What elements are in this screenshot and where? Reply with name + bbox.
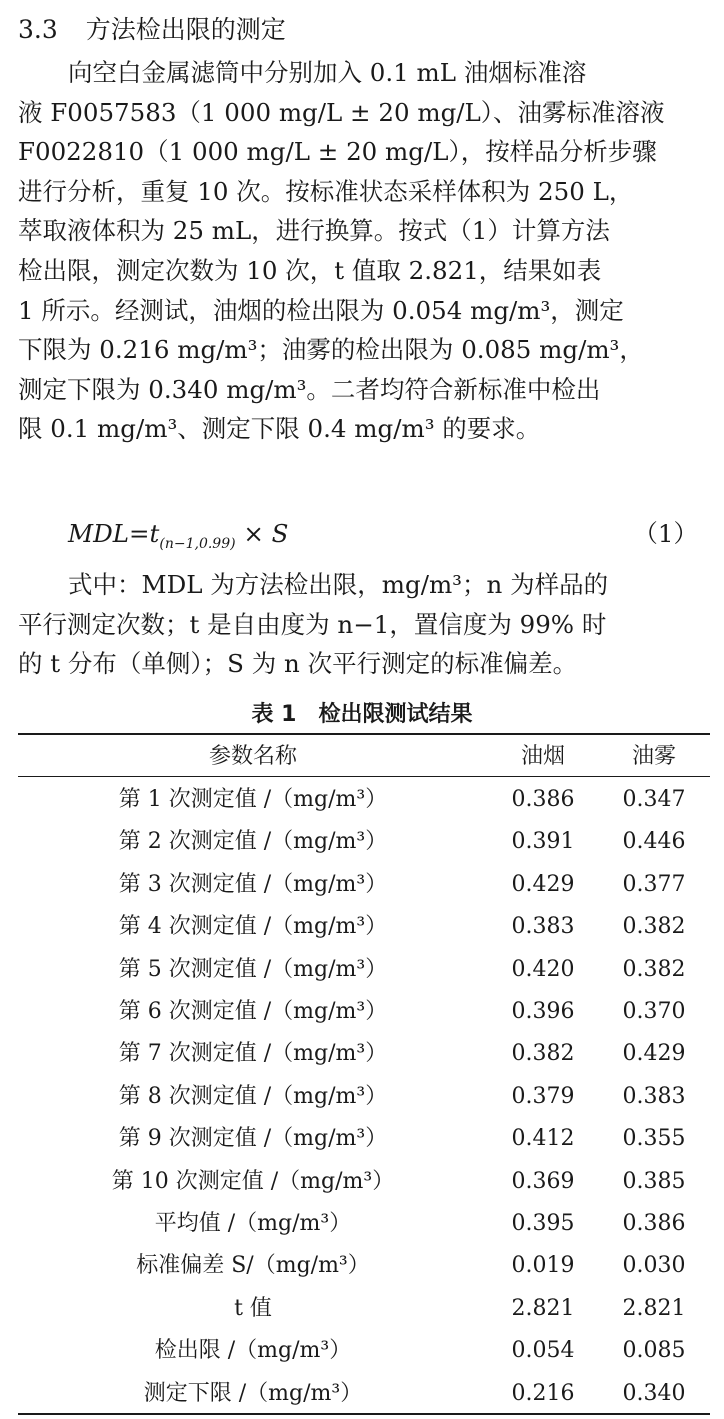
cell-oil-mist: 0.446 bbox=[622, 829, 686, 855]
cell-oil-mist: 0.377 bbox=[622, 871, 686, 897]
body-paragraph bbox=[18, 53, 710, 449]
cell-param-name: 平均值 /（mg/m³） bbox=[154, 1211, 352, 1236]
cell-param-name: 第 10 次测定值 /（mg/m³） bbox=[111, 1168, 395, 1194]
cell-oil-mist: 0.429 bbox=[622, 1041, 686, 1067]
table-row bbox=[18, 1288, 710, 1330]
paragraph-line: 液 F0057583（1 000 mg/L ± 20 mg/L）、油雾标准溶液 bbox=[18, 97, 665, 127]
cell-oil-mist: 0.030 bbox=[622, 1253, 686, 1279]
cell-oil-mist: 0.383 bbox=[622, 1083, 686, 1109]
formula-number: （1） bbox=[633, 519, 698, 548]
cell-oil-fume: 0.396 bbox=[511, 999, 575, 1024]
header-oil-mist: 油雾 bbox=[631, 744, 676, 769]
explanation-line: 式中：MDL 为方法检出限，mg/m³；n 为样品的 bbox=[68, 570, 609, 599]
table-bottom-rule bbox=[18, 1413, 710, 1415]
paragraph-line: 1 所示。经测试，油烟的检出限为 0.054 mg/m³，测定 bbox=[18, 295, 624, 325]
header-param-name: 参数名称 bbox=[208, 744, 297, 769]
cell-param-name: 第 2 次测定值 /（mg/m³） bbox=[118, 829, 388, 855]
cell-param-name: 检出限 /（mg/m³） bbox=[154, 1338, 352, 1364]
cell-oil-mist: 2.821 bbox=[622, 1295, 686, 1321]
table-row bbox=[18, 906, 710, 948]
cell-param-name: 测定下限 /（mg/m³） bbox=[143, 1380, 363, 1406]
cell-param-name: 标准偏差 S/（mg/m³） bbox=[136, 1253, 370, 1279]
cell-param-name: 第 8 次测定值 /（mg/m³） bbox=[118, 1083, 388, 1109]
table-header-rule bbox=[18, 776, 710, 777]
table-caption: 表 1 检出限测试结果 bbox=[251, 702, 473, 727]
cell-oil-fume: 0.420 bbox=[511, 956, 575, 982]
cell-oil-mist: 0.085 bbox=[622, 1338, 686, 1364]
table-row bbox=[18, 1203, 710, 1245]
formula-lhs: MDL=t bbox=[68, 519, 160, 548]
cell-oil-fume: 0.369 bbox=[511, 1168, 575, 1194]
cell-oil-fume: 0.383 bbox=[511, 914, 575, 940]
mdl-formula bbox=[68, 518, 708, 560]
cell-oil-mist: 0.382 bbox=[622, 956, 686, 982]
cell-oil-fume: 0.382 bbox=[511, 1041, 575, 1067]
cell-param-name: 第 3 次测定值 /（mg/m³） bbox=[118, 871, 388, 897]
formula-rhs: × S bbox=[235, 519, 289, 548]
cell-oil-fume: 0.019 bbox=[511, 1253, 575, 1279]
table-row bbox=[18, 1118, 710, 1160]
table-row bbox=[18, 821, 710, 863]
paragraph-line: 向空白金属滤筒中分别加入 0.1 mL 油烟标准溶 bbox=[68, 58, 587, 87]
paragraph-line: F0022810（1 000 mg/L ± 20 mg/L），按样品分析步骤 bbox=[18, 137, 657, 167]
cell-oil-fume: 0.054 bbox=[511, 1338, 575, 1364]
table-row bbox=[18, 949, 710, 991]
table-row bbox=[18, 1330, 710, 1372]
table-row bbox=[18, 779, 710, 821]
formula-subscript: (n−1,0.99) bbox=[159, 535, 236, 552]
cell-oil-mist: 0.386 bbox=[622, 1211, 686, 1236]
paragraph-line: 进行分析，重复 10 次。按标准状态采样体积为 250 L， bbox=[18, 176, 634, 206]
cell-oil-fume: 0.395 bbox=[511, 1211, 575, 1236]
cell-oil-fume: 0.412 bbox=[511, 1126, 575, 1152]
table-top-rule bbox=[18, 733, 710, 735]
table-header-row bbox=[18, 736, 710, 778]
cell-param-name: 第 4 次测定值 /（mg/m³） bbox=[118, 914, 388, 940]
explanation-paragraph bbox=[18, 565, 710, 684]
cell-param-name: 第 7 次测定值 /（mg/m³） bbox=[118, 1041, 388, 1067]
explanation-line: 的 t 分布（单侧）；S 为 n 次平行测定的标准偏差。 bbox=[18, 649, 578, 679]
cell-oil-mist: 0.355 bbox=[622, 1126, 686, 1152]
cell-oil-mist: 0.347 bbox=[622, 787, 686, 812]
cell-oil-fume: 2.821 bbox=[511, 1295, 575, 1321]
paragraph-line: 检出限，测定次数为 10 次，t 值取 2.821，结果如表 bbox=[18, 255, 602, 285]
cell-param-name: 第 1 次测定值 /（mg/m³） bbox=[118, 787, 388, 812]
table-row bbox=[18, 1161, 710, 1203]
header-oil-fume: 油烟 bbox=[520, 744, 565, 769]
section-number: 3.3 bbox=[18, 15, 58, 44]
cell-param-name: 第 9 次测定值 /（mg/m³） bbox=[118, 1126, 388, 1152]
paragraph-line: 萃取液体积为 25 mL，进行换算。按式（1）计算方法 bbox=[18, 216, 610, 246]
section-heading bbox=[18, 14, 286, 46]
paragraph-line: 测定下限为 0.340 mg/m³。二者均符合新标准中检出 bbox=[18, 374, 601, 404]
section-title: 方法检出限的测定 bbox=[85, 15, 286, 44]
cell-param-name: t 值 bbox=[234, 1295, 272, 1321]
paragraph-line: 限 0.1 mg/m³、测定下限 0.4 mg/m³ 的要求。 bbox=[18, 414, 541, 444]
table-row bbox=[18, 1245, 710, 1287]
cell-oil-fume: 0.379 bbox=[511, 1083, 575, 1109]
cell-oil-fume: 0.391 bbox=[511, 829, 575, 855]
cell-param-name: 第 5 次测定值 /（mg/m³） bbox=[118, 956, 388, 982]
table-row bbox=[18, 864, 710, 906]
table-row bbox=[18, 1033, 710, 1075]
cell-oil-fume: 0.216 bbox=[511, 1380, 575, 1406]
cell-oil-mist: 0.340 bbox=[622, 1380, 686, 1406]
cell-oil-fume: 0.429 bbox=[511, 871, 575, 897]
table-row bbox=[18, 991, 710, 1033]
cell-oil-mist: 0.385 bbox=[622, 1168, 686, 1194]
cell-param-name: 第 6 次测定值 /（mg/m³） bbox=[118, 999, 388, 1024]
table-row bbox=[18, 1373, 710, 1415]
cell-oil-mist: 0.382 bbox=[622, 914, 686, 940]
paragraph-line: 下限为 0.216 mg/m³；油雾的检出限为 0.085 mg/m³， bbox=[18, 335, 644, 365]
cell-oil-fume: 0.386 bbox=[511, 787, 575, 812]
table-row bbox=[18, 1076, 710, 1118]
explanation-line: 平行测定次数；t 是自由度为 n−1，置信度为 99% 时 bbox=[18, 609, 607, 639]
cell-oil-mist: 0.370 bbox=[622, 999, 686, 1024]
